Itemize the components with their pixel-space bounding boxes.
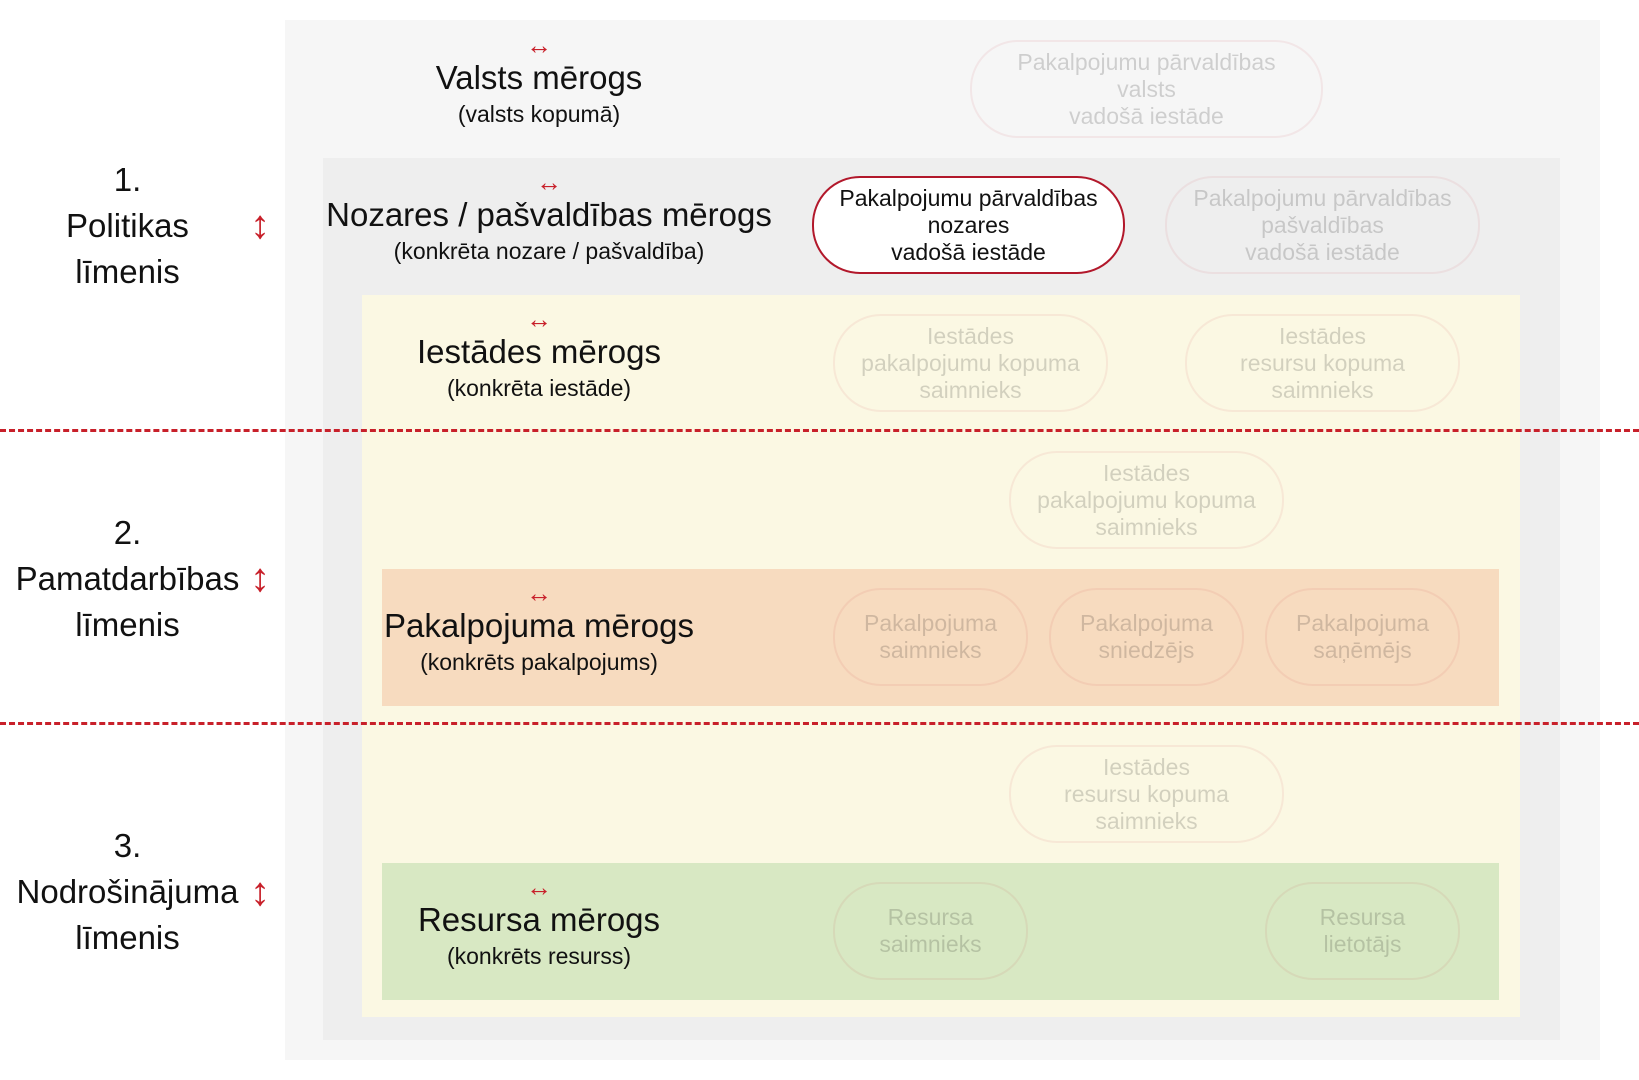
level-2-label [0,510,255,648]
state-scope-label [339,32,739,130]
level-name: Nodrošinājuma [16,873,239,910]
level-3-label [0,823,255,961]
resource-scope-label [339,874,739,972]
role-line: saimnieks [1095,513,1198,540]
role-line: Pakalpojuma [1080,610,1213,636]
horizontal-arrow-icon: ↔ [526,872,552,902]
role-line: resursu kopuma [1064,780,1229,807]
level-name: Politikas [66,207,189,244]
horizontal-arrow-icon: ↔ [536,167,562,197]
horizontal-arrow-icon: ↔ [526,30,552,60]
level-number: 1. [113,161,142,198]
level-1-label [0,157,255,295]
service-scope-label [339,580,739,678]
sector-scope-label [299,169,799,267]
role-line: resursu kopuma [1240,349,1405,376]
role-line: saimnieks [919,376,1022,403]
scope-title: Nozares / pašvaldības mērogs [326,196,772,233]
vertical-arrow-icon: ↕ [250,556,270,600]
service-owner-role [833,588,1028,686]
level-word: līmenis [75,919,180,956]
scope-title: Iestādes mērogs [417,333,661,370]
role-line: valsts [1117,75,1176,102]
role-line: vadošā iestāde [1069,102,1224,129]
role-line: Pakalpojumu pārvaldības [1017,48,1276,75]
institution-resource-set-owner-role [1185,314,1460,412]
scope-subtitle: (valsts kopumā) [457,101,621,127]
scope-subtitle: (konkrēts pakalpojums) [420,649,658,675]
institution-resource-set-owner-role [1009,745,1284,843]
level-number: 3. [113,827,142,864]
vertical-arrow-icon: ↕ [250,870,270,914]
role-line: saimnieks [879,637,982,663]
institution-scope-label [339,306,739,404]
role-line: Pakalpojumu pārvaldības [839,184,1098,211]
scope-subtitle: (konkrēta iestāde) [446,375,632,401]
role-line: Iestādes [927,322,1014,349]
resource-user-role [1265,882,1460,980]
level-separator-2-3 [0,722,1639,725]
role-line: Iestādes [1279,322,1366,349]
role-line: pakalpojumu kopuma [1037,486,1256,513]
level-word: līmenis [75,253,180,290]
scope-subtitle: (konkrēta nozare / pašvaldība) [393,238,705,264]
institution-service-set-owner-role [833,314,1108,412]
horizontal-arrow-icon: ↔ [526,578,552,608]
role-line: Pakalpojuma [864,610,997,636]
role-line: vadošā iestāde [1245,238,1400,265]
level-separator-1-2 [0,429,1639,432]
role-line: saņēmējs [1313,637,1412,663]
role-line: lietotājs [1323,931,1402,957]
role-line: pakalpojumu kopuma [861,349,1080,376]
vertical-arrow-icon: ↕ [250,203,270,247]
role-line: vadošā iestāde [891,238,1046,265]
state-lead-institution-role [970,40,1323,138]
role-line: Iestādes [1103,753,1190,780]
role-line: Pakalpojuma [1296,610,1429,636]
level-number: 2. [113,514,142,551]
municipal-lead-institution-role [1165,176,1480,274]
role-line: saimnieks [879,931,982,957]
service-provider-role [1049,588,1244,686]
service-recipient-role [1265,588,1460,686]
role-line: Resursa [887,904,974,930]
role-line: sniedzējs [1098,637,1195,663]
sector-lead-institution-role [812,176,1125,274]
resource-owner-role [833,882,1028,980]
role-line: saimnieks [1095,807,1198,834]
role-line: pašvaldības [1261,211,1384,238]
role-line: Resursa [1319,904,1406,930]
scope-title: Pakalpojuma mērogs [384,607,694,644]
institution-service-set-owner-role [1009,451,1284,549]
level-name: Pamatdarbības [15,560,240,597]
scope-title: Resursa mērogs [417,901,661,938]
horizontal-arrow-icon: ↔ [526,304,552,334]
role-line: nozares [927,211,1010,238]
level-word: līmenis [75,606,180,643]
role-line: saimnieks [1271,376,1374,403]
scope-title: Valsts mērogs [435,59,643,96]
role-line: Iestādes [1103,459,1190,486]
role-line: Pakalpojumu pārvaldības [1193,184,1452,211]
scope-subtitle: (konkrēts resurss) [446,943,632,969]
